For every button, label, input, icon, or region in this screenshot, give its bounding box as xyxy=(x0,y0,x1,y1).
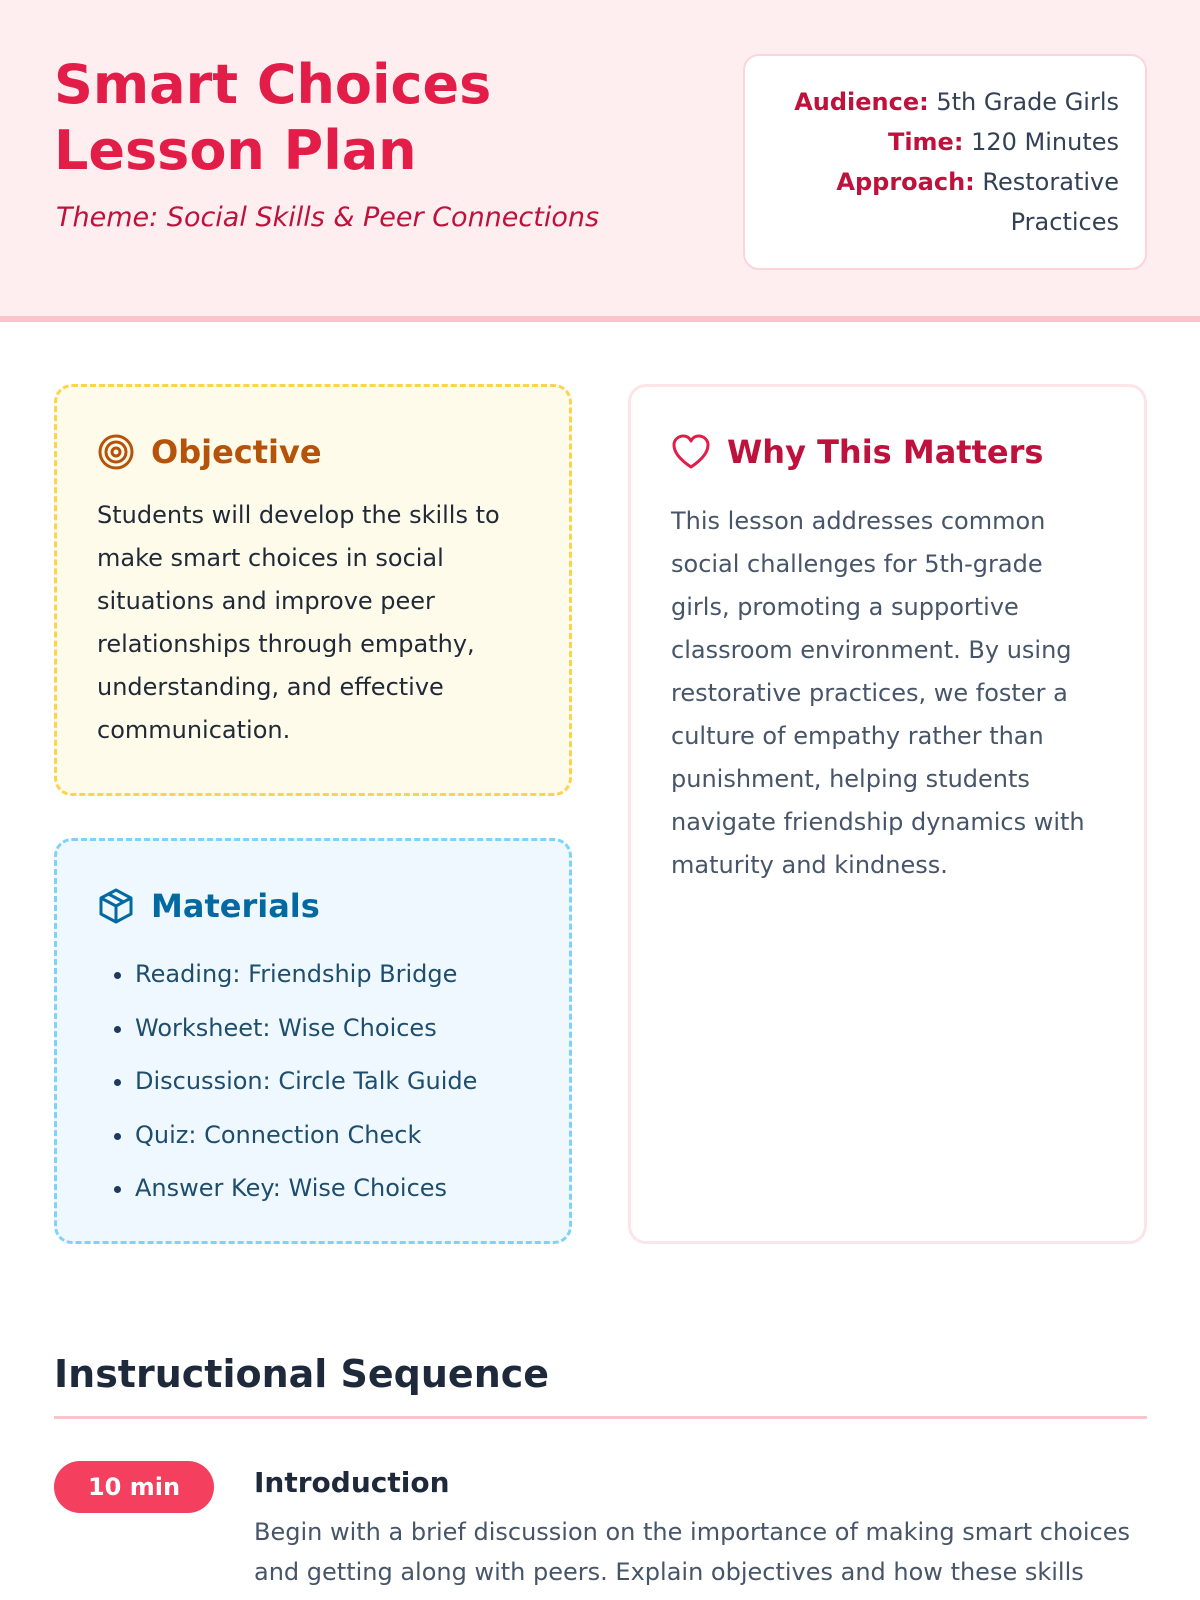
meta-audience-key: Audience: xyxy=(794,88,929,116)
time-badge: 10 min xyxy=(54,1461,214,1513)
materials-header xyxy=(97,886,529,926)
step-title: Introduction xyxy=(254,1466,450,1499)
meta-audience-value: 5th Grade Girls xyxy=(936,88,1119,116)
materials-title: Materials xyxy=(151,887,320,925)
meta-audience xyxy=(771,82,1119,122)
objective-title: Objective xyxy=(151,433,322,471)
meta-approach-key: Approach: xyxy=(836,168,975,196)
lesson-meta-card xyxy=(743,54,1147,270)
meta-time-value: 120 Minutes xyxy=(971,128,1119,156)
why-title: Why This Matters xyxy=(727,433,1044,471)
meta-time xyxy=(771,122,1119,162)
box-icon xyxy=(97,887,135,925)
why-header xyxy=(671,432,1104,472)
sequence-title: Instructional Sequence xyxy=(54,1352,550,1396)
list-item: • Quiz: Connection Check xyxy=(135,1109,529,1163)
why-text: This lesson addresses common social challenges for 5th-grade girls, promoting a supportive classroom environment. By using restorative practices, we foster a culture of empathy rather than punishment, helping students navigate friendship dynamics with maturity and kindness. xyxy=(671,507,1085,879)
why-card xyxy=(628,384,1147,1244)
list-item: • Worksheet: Wise Choices xyxy=(135,1002,529,1056)
step-description: Begin with a brief discussion on the importance of making smart choices and getting along with peers. Explain objectives and how these skills xyxy=(254,1518,1130,1586)
page-title: Smart Choices Lesson Plan xyxy=(54,53,492,182)
section-divider xyxy=(54,1416,1147,1419)
materials-card xyxy=(54,838,572,1244)
page-subtitle: Theme: Social Skills & Peer Connections xyxy=(56,202,600,233)
meta-time-key: Time: xyxy=(887,128,964,156)
meta-approach xyxy=(771,162,1119,242)
list-item: • Answer Key: Wise Choices xyxy=(135,1162,529,1216)
heart-icon xyxy=(671,433,711,471)
meta-approach-value: Restorative Practices xyxy=(982,168,1119,236)
objective-text: Students will develop the skills to make smart choices in social situations and improve peer relationships through empathy, understanding, and effective communication. xyxy=(97,501,500,744)
materials-list xyxy=(97,948,529,1216)
target-icon xyxy=(97,433,135,471)
lesson-header xyxy=(0,0,1200,322)
objective-card xyxy=(54,384,572,796)
objective-header xyxy=(97,432,529,472)
list-item: • Reading: Friendship Bridge xyxy=(135,948,529,1002)
list-item: • Discussion: Circle Talk Guide xyxy=(135,1055,529,1109)
